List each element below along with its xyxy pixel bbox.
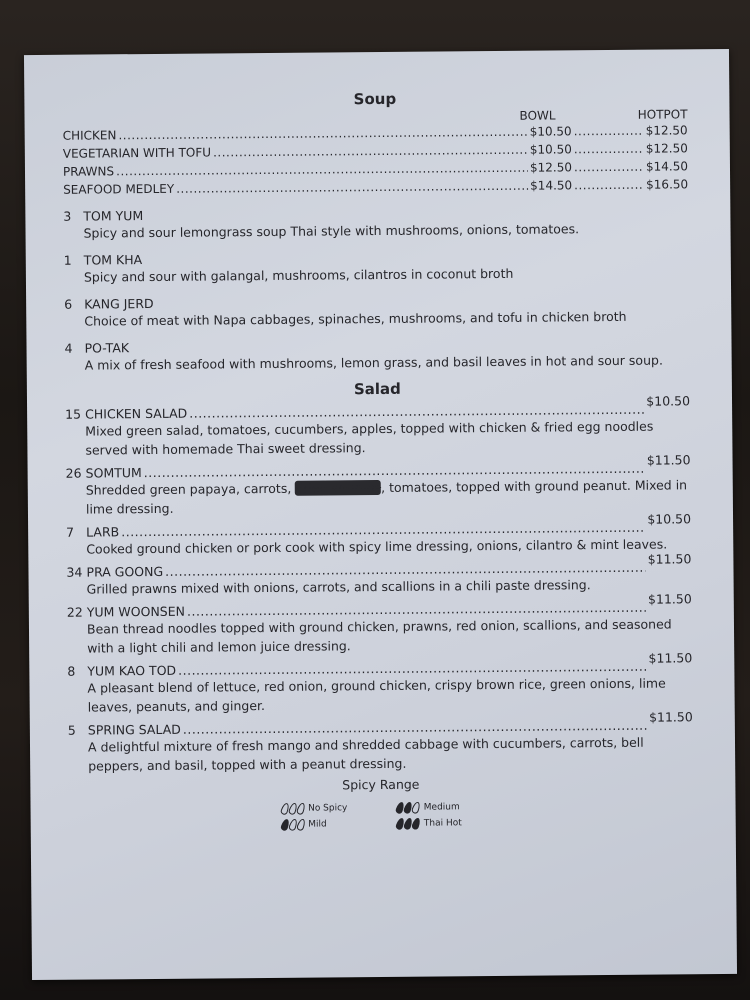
spicy-legend-entry	[281, 818, 367, 831]
salad-item-name: LARB	[86, 524, 120, 540]
salad-item-price: $10.50	[646, 393, 691, 409]
salad-item-price: $11.50	[646, 452, 691, 468]
spice-level-number: 4	[64, 340, 73, 356]
hotpot-price: $12.50	[645, 123, 688, 138]
spicy-legend-entry	[397, 801, 481, 814]
spice-level-number: 1	[63, 252, 72, 268]
spicy-range-legend	[281, 801, 481, 831]
salad-item-description: Grilled prawns mixed with onions, carrots, and scallions in a chili paste dressing.	[86, 577, 591, 597]
bowl-column-label: BOWL	[519, 108, 556, 123]
salad-item-description: Mixed green salad, tomatoes, cucumbers, apples, topped with chicken & fried egg noodles served with homemade Thai sweet dressing.	[85, 418, 654, 458]
salad-item	[66, 511, 692, 558]
dot-leader	[574, 122, 644, 141]
salad-item-price: $11.50	[648, 709, 693, 725]
spicy-level-label: Thai Hot	[423, 818, 462, 829]
bowl-price: $12.50	[529, 160, 573, 175]
salad-item	[67, 709, 693, 775]
spice-level-number: 5	[67, 722, 76, 738]
spicy-legend-entry	[397, 817, 481, 830]
spice-level-number: 7	[66, 524, 75, 540]
soup-item-description: Spicy and sour with galangal, mushrooms, cilantros in coconut broth	[83, 265, 514, 285]
salad-item-description	[86, 475, 691, 518]
salad-item	[66, 551, 692, 598]
salad-item-description: A delightful mixture of fresh mango and shredded cabbage with cucumbers, carrots, bell peppers, and basil, topped with a peanut dressing.	[87, 734, 644, 774]
soup-item	[64, 335, 689, 374]
bowl-price: $14.50	[530, 178, 573, 193]
salad-item-list	[65, 393, 693, 775]
soup-option-name: CHICKEN	[62, 128, 117, 143]
salad-item	[67, 650, 693, 716]
hotpot-price: $16.50	[646, 177, 689, 192]
soup-item	[63, 203, 688, 242]
salad-item-price: $10.50	[647, 511, 692, 527]
soup-item-list	[63, 203, 689, 374]
crossed-out-text: dried shrimps	[295, 479, 382, 496]
hotpot-price: $14.50	[645, 159, 689, 174]
spice-level-number: 22	[66, 604, 83, 620]
soup-item	[64, 247, 689, 286]
salad-item-name: YUM KAO TOD	[87, 662, 177, 679]
salad-item-description: A pleasant blend of lettuce, red onion, ground chicken, crispy brown rice, green onions, lime leaves, peanuts, and ginger.	[87, 675, 666, 715]
spicy-level-label: Medium	[423, 802, 460, 813]
spicy-legend-entry	[281, 802, 367, 815]
salad-item-description: Cooked ground chicken or pork cook with spicy lime dressing, onions, cilantro & mint leaves.	[86, 536, 668, 557]
hotpot-price: $12.50	[645, 141, 688, 156]
dot-leader	[176, 177, 528, 198]
soup-item	[64, 291, 689, 330]
salad-item-price: $11.50	[647, 591, 692, 607]
salad-item	[65, 452, 691, 518]
soup-item-name: TOM YUM	[83, 208, 144, 224]
description-text: , tomatoes, topped with ground peanut. Mixed in lime dressing.	[85, 477, 688, 517]
salad-heading: Salad	[353, 379, 401, 399]
salad-item-price: $11.50	[647, 551, 692, 567]
bowl-price: $10.50	[529, 124, 572, 139]
bowl-price: $10.50	[529, 142, 572, 157]
salad-item-price: $11.50	[648, 650, 693, 666]
spicy-level-label: Mild	[308, 819, 327, 830]
chili-pepper-icon	[397, 802, 420, 814]
spicy-level-label: No Spicy	[308, 803, 348, 814]
soup-option-name: PRAWNS	[62, 164, 115, 179]
menu-content	[62, 87, 693, 832]
spice-level-number: 34	[66, 564, 83, 580]
chili-pepper-icon	[397, 818, 420, 830]
soup-item-description: Spicy and sour lemongrass soup Thai style with mushrooms, onions, tomatoes.	[83, 221, 580, 241]
spicy-range-title: Spicy Range	[342, 776, 420, 793]
salad-item-name: CHICKEN SALAD	[85, 405, 188, 422]
dot-leader	[574, 140, 644, 159]
spice-level-number: 3	[63, 208, 72, 224]
soup-item-description: Choice of meat with Napa cabbages, spinaches, mushrooms, and tofu in chicken broth	[84, 308, 627, 329]
description-text: Shredded green papaya, carrots,	[85, 480, 296, 498]
soup-price-list	[63, 121, 689, 198]
salad-item-name: YUM WOONSEN	[86, 603, 186, 620]
soup-heading: Soup	[353, 89, 397, 109]
menu-page	[24, 49, 737, 980]
hotpot-column-label: HOTPOT	[637, 107, 688, 122]
soup-option-name: VEGETARIAN WITH TOFU	[62, 145, 212, 161]
salad-item	[65, 393, 691, 459]
salad-item-name: PRA GOONG	[86, 563, 164, 580]
spice-level-number: 8	[67, 663, 76, 679]
spice-level-number: 15	[65, 406, 82, 422]
salad-item-description: Bean thread noodles topped with ground chicken, prawns, red onion, scallions, and seasoned with a light chili and lemon juice dressing.	[86, 616, 672, 656]
salad-item	[66, 591, 692, 657]
soup-item-name: PO-TAK	[84, 340, 130, 356]
dot-leader	[574, 176, 644, 195]
salad-item-name: SOMTUM	[85, 465, 142, 481]
soup-option-name: SEAFOOD MEDLEY	[63, 181, 175, 197]
spice-level-number: 6	[64, 296, 73, 312]
dot-leader	[574, 158, 644, 177]
salad-item-name: SPRING SALAD	[87, 721, 181, 738]
spice-level-number: 26	[65, 465, 82, 481]
chili-pepper-icon	[281, 819, 304, 831]
soup-item-name: TOM KHA	[83, 252, 143, 268]
soup-item-name: KANG JERD	[84, 295, 154, 312]
soup-item-description: A mix of fresh seafood with mushrooms, lemon grass, and basil leaves in hot and sour soup.	[84, 352, 663, 373]
chili-pepper-icon	[281, 803, 304, 815]
